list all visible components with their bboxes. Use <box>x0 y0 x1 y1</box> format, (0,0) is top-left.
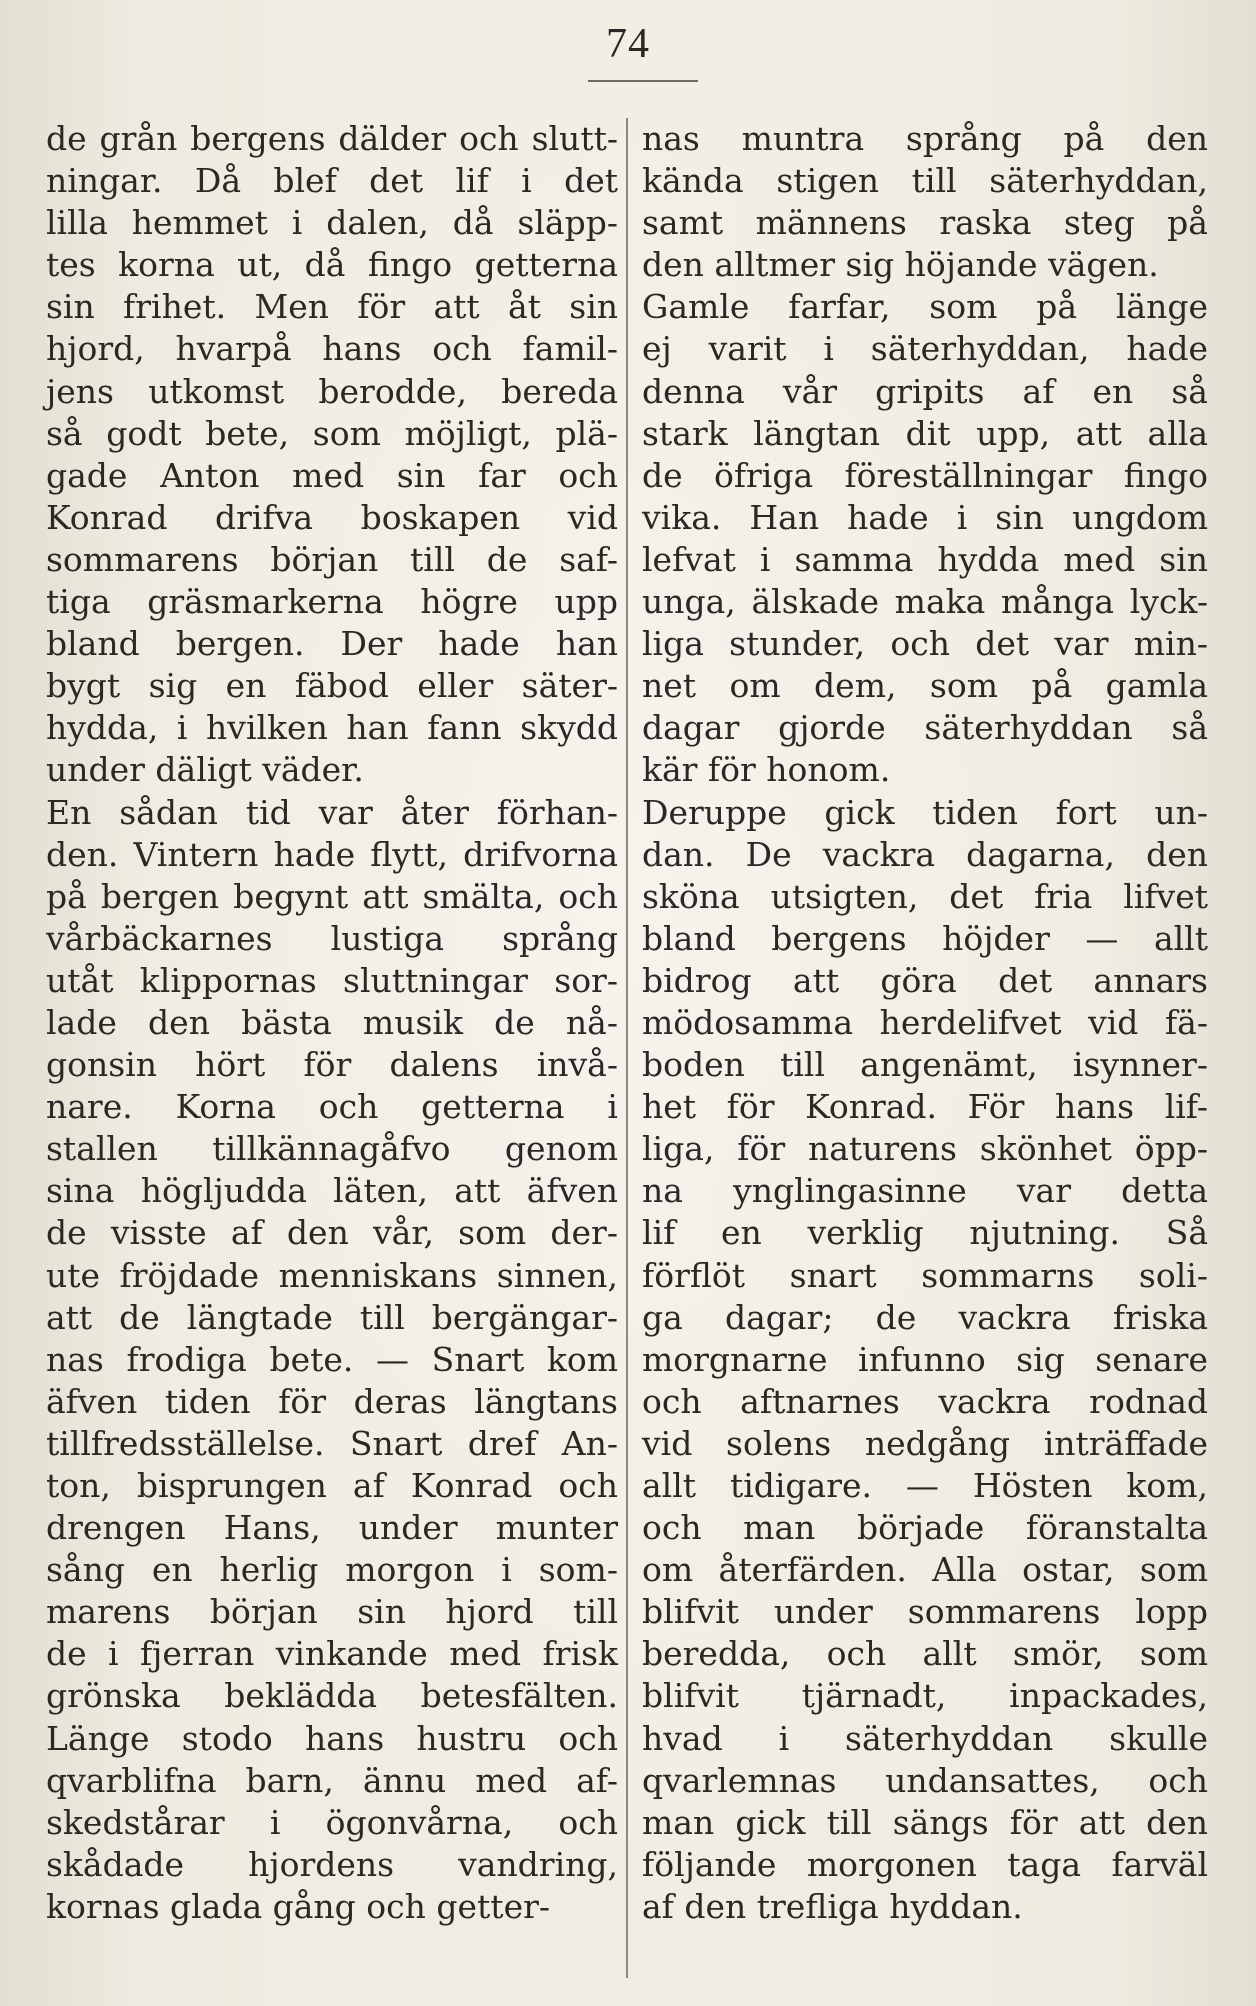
text-line: liga stunder, och det var min- <box>642 624 1208 664</box>
text-line: de öfriga föreställningar fingo <box>642 455 1208 495</box>
text-line: ton, bisprungen af Konrad och <box>46 1466 618 1505</box>
text-line: man gick till sängs för att den <box>642 1802 1208 1842</box>
text-line: drengen Hans, under munter <box>46 1508 618 1548</box>
text-line: beredda, och allt smör, som <box>642 1634 1208 1674</box>
text-line: äfven tiden för deras längtans <box>46 1381 618 1421</box>
text-line: gonsin hört för dalens invå- <box>46 1045 618 1085</box>
text-line: samt männens raska steg på <box>642 203 1208 243</box>
text-line: ningar. Då blef det lif i det <box>46 161 618 201</box>
text-line: boden till angenämt, isynner- <box>642 1045 1208 1085</box>
text-line: förflöt snart sommarns soli- <box>642 1255 1208 1295</box>
text-line: marens början sin hjord till <box>46 1592 618 1632</box>
text-line: kända stigen till säterhyddan, <box>642 161 1208 201</box>
text-line: bland bergen. Der hade han <box>46 624 618 664</box>
text-line: gade Anton med sin far och <box>46 455 618 495</box>
text-line: lilla hemmet i dalen, då släpp- <box>46 203 618 243</box>
text-line: unga, älskade maka många lyck- <box>642 582 1208 622</box>
text-line: liga, för naturens skönhet öpp- <box>642 1129 1208 1169</box>
page-number: 74 <box>606 21 650 67</box>
text-line: stallen tillkännagåfvo genom <box>46 1129 618 1169</box>
text-line: Konrad drifva boskapen vid <box>46 497 618 537</box>
text-line: om återfärden. Alla ostar, som <box>642 1550 1208 1590</box>
text-line: ute fröjdade menniskans sinnen, <box>46 1255 618 1295</box>
text-line: qvarlemnas undansattes, och <box>642 1760 1208 1800</box>
text-line: jens utkomst berodde, bereda <box>46 371 618 411</box>
text-line: bidrog att göra det annars <box>642 960 1208 1000</box>
text-line: dan. De vackra dagarna, den <box>642 834 1208 874</box>
text-line: sköna utsigten, det fria lifvet <box>642 876 1208 916</box>
text-line: nas frodiga bete. — Snart kom <box>46 1339 618 1379</box>
text-line: de i fjerran vinkande med frisk <box>46 1634 618 1674</box>
text-line: na ynglingasinne var detta <box>642 1171 1208 1211</box>
text-line: dagar gjorde säterhyddan så <box>642 708 1208 748</box>
text-line: vid solens nedgång inträffade <box>642 1423 1208 1463</box>
text-line: vika. Han hade i sin ungdom <box>642 497 1208 537</box>
text-line: Länge stodo hans hustru och <box>46 1718 618 1758</box>
text-line: tes korna ut, då fingo getterna <box>46 245 618 285</box>
text-line: nas muntra språng på den <box>642 119 1208 158</box>
text-line: kär för honom. <box>642 750 891 790</box>
text-line: följande morgonen taga farväl <box>642 1844 1208 1884</box>
right-column <box>642 118 1208 1928</box>
text-line: bygt sig en fäbod eller säter- <box>46 666 618 706</box>
text-line: de visste af den vår, som der- <box>46 1213 618 1253</box>
text-line: skedstårar i ögonvårna, och <box>46 1802 618 1842</box>
column-divider <box>626 118 628 1978</box>
text-line: lefvat i samma hydda med sin <box>642 539 1208 579</box>
text-line: denna vår gripits af en så <box>642 371 1208 411</box>
text-line: tiga gräsmarkerna högre upp <box>46 582 618 622</box>
text-line: af den trefliga hyddan. <box>642 1886 1023 1926</box>
text-line: hvad i säterhyddan skulle <box>642 1718 1208 1758</box>
text-line: hjord, hvarpå hans och famil- <box>46 329 618 369</box>
text-line: de grån bergens dälder och slutt- <box>46 119 618 158</box>
text-line: vårbäckarnes lustiga språng <box>46 918 618 958</box>
text-line: nare. Korna och getterna i <box>46 1087 618 1127</box>
text-line: ej varit i säterhyddan, hade <box>642 329 1208 369</box>
text-line: så godt bete, som möjligt, plä- <box>46 413 618 453</box>
text-line: sin frihet. Men för att åt sin <box>46 287 618 327</box>
text-line: och aftnarnes vackra rodnad <box>642 1381 1208 1421</box>
text-line: blifvit tjärnadt, inpackades, <box>642 1676 1208 1716</box>
text-line: lif en verklig njutning. Så <box>642 1213 1208 1253</box>
text-line: lade den bästa musik de nå- <box>46 1002 618 1042</box>
text-line: tillfredsställelse. Snart dref An- <box>46 1423 618 1463</box>
text-line: skådade hjordens vandring, <box>46 1844 618 1884</box>
header-rule <box>588 80 698 82</box>
text-line: stark längtan dit upp, att alla <box>642 413 1208 453</box>
text-line: att de längtade till bergängar- <box>46 1297 618 1337</box>
text-line: het för Konrad. För hans lif- <box>642 1087 1208 1127</box>
text-line: och man började föranstalta <box>642 1508 1208 1548</box>
text-line: mödosamma herdelifvet vid fä- <box>642 1002 1208 1042</box>
text-line: ga dagar; de vackra friska <box>642 1297 1208 1337</box>
text-line: under däligt väder. <box>46 750 364 790</box>
text-line: sommarens början till de saf- <box>46 539 618 579</box>
text-line: Deruppe gick tiden fort un- <box>642 792 1208 832</box>
text-line: bland bergens höjder — allt <box>642 918 1208 958</box>
text-line: qvarblifna barn, ännu med af- <box>46 1760 618 1800</box>
text-line: morgnarne infunno sig senare <box>642 1339 1208 1379</box>
text-line: net om dem, som på gamla <box>642 666 1208 706</box>
text-line: blifvit under sommarens lopp <box>642 1592 1208 1632</box>
text-line: allt tidigare. — Hösten kom, <box>642 1466 1208 1505</box>
text-line: Gamle farfar, som på länge <box>642 287 1208 327</box>
text-line: utåt klippornas sluttningar sor- <box>46 960 618 1000</box>
left-column <box>46 118 618 1928</box>
text-line: sina högljudda läten, att äfven <box>46 1171 618 1211</box>
text-line: den. Vintern hade flytt, drifvorna <box>46 834 618 874</box>
text-line: på bergen begynt att smälta, och <box>46 876 618 916</box>
text-line: grönska beklädda betesfälten. <box>46 1676 618 1716</box>
text-line: hydda, i hvilken han fann skydd <box>46 708 618 748</box>
text-line: En sådan tid var åter förhan- <box>46 792 618 832</box>
text-line: sång en herlig morgon i som- <box>46 1550 618 1590</box>
text-line: kornas glada gång och getter- <box>46 1886 551 1926</box>
text-line: den alltmer sig höjande vägen. <box>642 245 1159 285</box>
